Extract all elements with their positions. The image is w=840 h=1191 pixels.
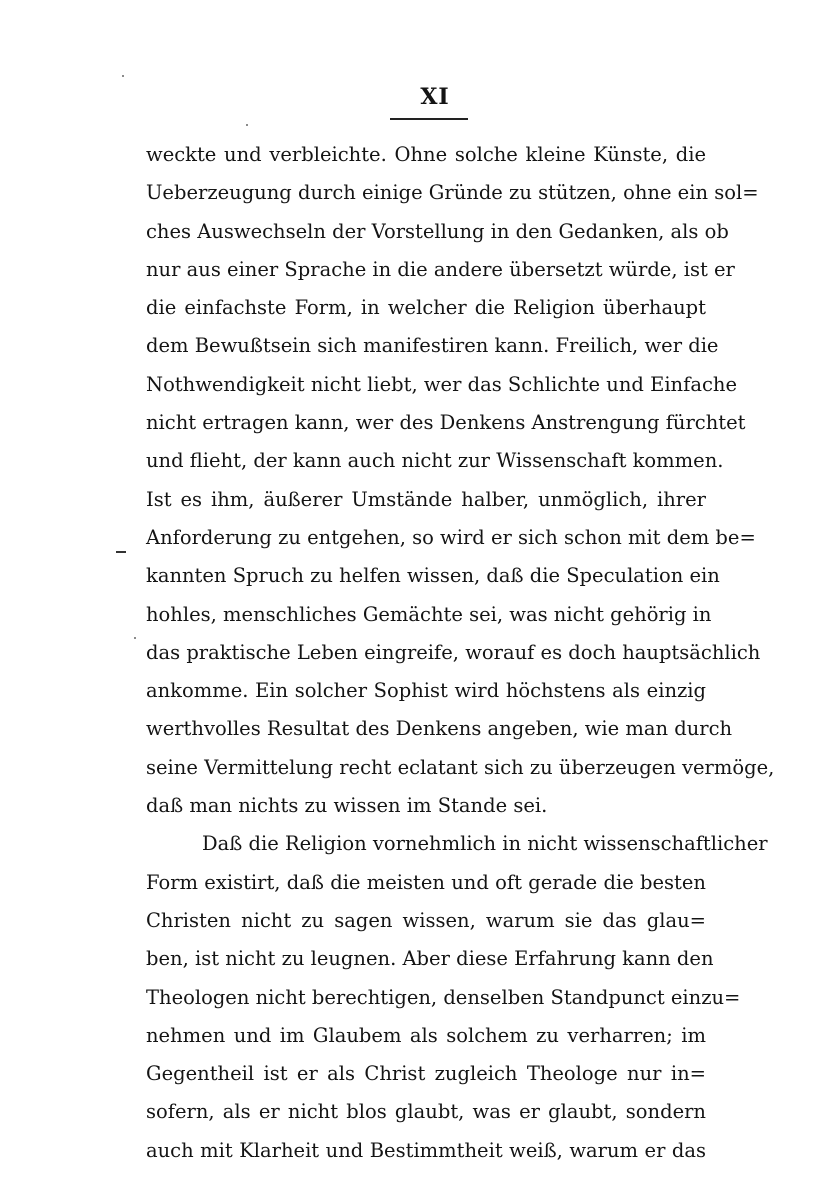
text-line: Ist es ihm, äußerer Umstände halber, unmöglich, ihrer (146, 487, 706, 511)
text-line: ankomme. Ein solcher Sophist wird höchstens als einzig (146, 679, 706, 703)
text-line: daß man nichts zu wissen im Stande sei. (146, 794, 548, 818)
text-line: seine Vermittelung recht eclatant sich zu überzeugen vermöge, (146, 755, 775, 779)
text-line: weckte und verbleichte. Ohne solche kleine Künste, die (146, 143, 706, 166)
text-line: Theologen nicht berechtigen, denselben Standpunct einzu= (146, 985, 741, 1009)
page-number: XI (420, 84, 450, 110)
text-line: auch mit Klarheit und Bestimmtheit weiß, warum er das (146, 1138, 706, 1162)
text-line: sofern, als er nicht blos glaubt, was er glaubt, sondern (146, 1100, 706, 1124)
text-line: nur aus einer Sprache in die andere übersetzt würde, ist er (146, 257, 735, 281)
text-line: ches Auswechseln der Vorstellung in den Gedanken, als ob (146, 219, 729, 243)
margin-mark (116, 551, 126, 553)
body-text (146, 136, 775, 1170)
text-line: Christen nicht zu sagen wissen, warum sie das glau= (146, 908, 706, 932)
text-line: und flieht, der kann auch nicht zur Wissenschaft kommen. (146, 449, 724, 473)
text-line: Nothwendigkeit nicht liebt, wer das Schlichte und Einfache (146, 372, 737, 396)
text-line: dem Bewußtsein sich manifestiren kann. Freilich, wer die (146, 334, 719, 358)
text-line: ben, ist nicht zu leugnen. Aber diese Erfahrung kann den (146, 947, 714, 971)
text-line: hohles, menschliches Gemächte sei, was nicht gehörig in (146, 602, 712, 626)
text-line: Daß die Religion vornehmlich in nicht wissenschaftlicher (202, 832, 768, 856)
paper-speck (122, 75, 124, 77)
text-line: nicht ertragen kann, wer des Denkens Anstrengung fürchtet (146, 411, 746, 435)
text-line: Form existirt, daß die meisten und oft gerade die besten (146, 870, 706, 894)
text-line: nehmen und im Glaubem als solchem zu verharren; im (146, 1023, 706, 1047)
text-line: kannten Spruch zu helfen wissen, daß die Speculation ein (146, 564, 720, 588)
page-number-rule (390, 118, 468, 120)
text-line: Gegentheil ist er als Christ zugleich Theologe nur in= (146, 1062, 706, 1086)
text-line: das praktische Leben eingreife, worauf es doch hauptsächlich (146, 640, 761, 664)
text-line: werthvolles Resultat des Denkens angeben, wie man durch (146, 717, 733, 741)
text-line: Anforderung zu entgehen, so wird er sich schon mit dem be= (146, 525, 756, 549)
paper-speck (246, 124, 248, 126)
text-line: Ueberzeugung durch einige Gründe zu stützen, ohne ein sol= (146, 181, 759, 205)
text-line: die einfachste Form, in welcher die Religion überhaupt (146, 296, 706, 320)
paper-speck (134, 637, 136, 639)
